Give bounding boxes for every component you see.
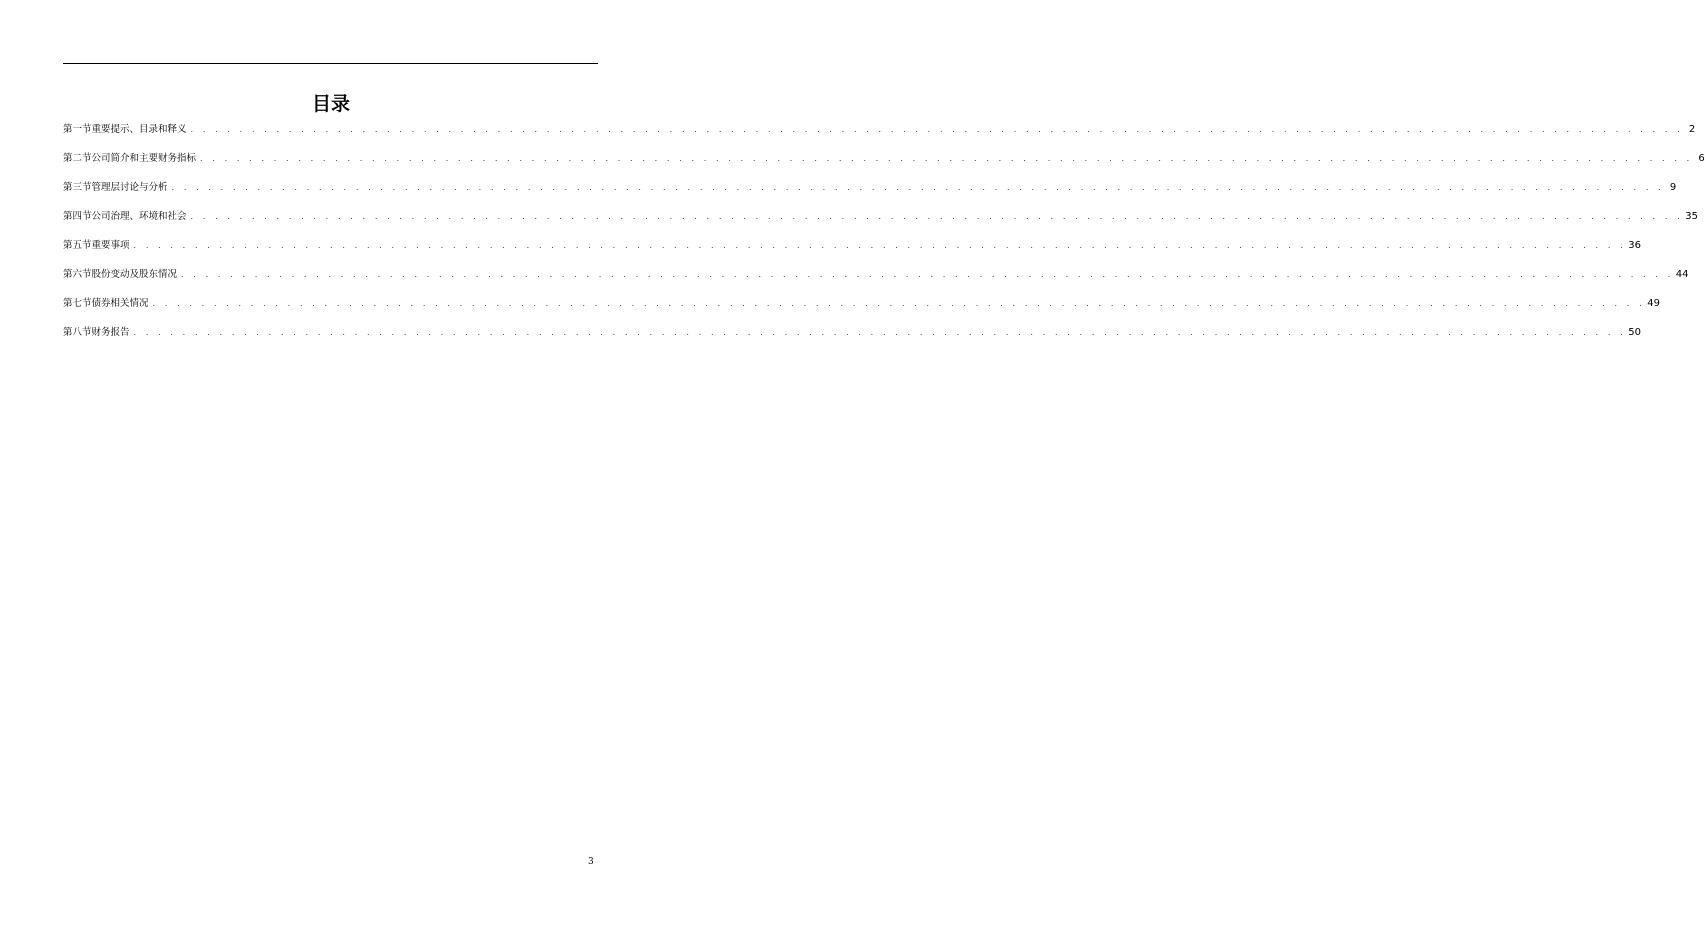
toc-section-title: 股份变动及股东情况 [91,269,178,280]
page-footer-number: 3 [588,857,594,867]
toc-section-number: 第二节 [63,153,92,164]
toc-leader-dots: . . . . . . . . . . . . . . . . . . . . . . . . . . . . . . . . . . . . . . . . . . . . . . . . . . . . . . . . . . . . . . . . . . . . . . . . . . . . . . . . . . . . . . . . . . . . . . . . . . . . . . . . . . . . . . . . . . . . . . . . . . [152,299,1646,308]
toc-leader-dots: . . . . . . . . . . . . . . . . . . . . . . . . . . . . . . . . . . . . . . . . . . . . . . . . . . . . . . . . . . . . . . . . . . . . . . . . . . . . . . . . . . . . . . . . . . . . . . . . . . . . . . . . . . . . . . . . . . . . . . . . . . [181,270,1674,279]
toc-page-number: 36 [1628,240,1642,251]
toc-section-number: 第八节 [63,327,92,338]
toc-section-number: 第五节 [63,240,92,251]
table-of-contents [63,121,1705,353]
toc-entry[interactable] [63,208,1699,237]
toc-section-number: 第六节 [63,269,92,280]
page-title: 目录 [311,93,350,115]
toc-entry[interactable] [63,121,1696,150]
toc-section-title: 财务报告 [91,327,130,338]
toc-entry[interactable] [63,324,1642,353]
toc-section-title: 公司治理、环境和社会 [91,211,187,222]
toc-section-title: 重要提示、目录和释义 [91,124,187,135]
toc-page-number: 50 [1628,327,1642,338]
toc-page-number: 49 [1647,298,1661,309]
toc-section-number: 第一节 [63,124,92,135]
toc-page-number: 2 [1688,124,1696,135]
toc-entry[interactable] [63,295,1661,324]
toc-section-number: 第四节 [63,211,92,222]
toc-leader-dots: . . . . . . . . . . . . . . . . . . . . . . . . . . . . . . . . . . . . . . . . . . . . . . . . . . . . . . . . . . . . . . . . . . . . . . . . . . . . . . . . . . . . . . . . . . . . . . . . . . . . . . . . . . . . . . . . . . . . . . . . . . [190,212,1684,221]
toc-section-number: 第七节 [63,298,92,309]
toc-section-title: 管理层讨论与分析 [91,182,168,193]
toc-section-title: 重要事项 [91,240,130,251]
toc-entry[interactable] [63,237,1642,266]
toc-leader-dots: . . . . . . . . . . . . . . . . . . . . . . . . . . . . . . . . . . . . . . . . . . . . . . . . . . . . . . . . . . . . . . . . . . . . . . . . . . . . . . . . . . . . . . . . . . . . . . . . . . . . . . . . . . . . . . . . . . . . . . . . . . [190,125,1684,134]
toc-entry[interactable] [63,179,1677,208]
toc-section-number: 第三节 [63,182,92,193]
toc-page-number: 35 [1685,211,1699,222]
toc-leader-dots: . . . . . . . . . . . . . . . . . . . . . . . . . . . . . . . . . . . . . . . . . . . . . . . . . . . . . . . . . . . . . . . . . . . . . . . . . . . . . . . . . . . . . . . . . . . . . . . . . . . . . . . . . . . . . . . . . . . . . . . . . . [133,328,1627,337]
toc-leader-dots: . . . . . . . . . . . . . . . . . . . . . . . . . . . . . . . . . . . . . . . . . . . . . . . . . . . . . . . . . . . . . . . . . . . . . . . . . . . . . . . . . . . . . . . . . . . . . . . . . . . . . . . . . . . . . . . . . . . . . . . . . . [133,241,1627,250]
toc-section-title: 债券相关情况 [91,298,149,309]
toc-section-title: 公司简介和主要财务指标 [91,153,197,164]
toc-page-number: 44 [1675,269,1689,280]
toc-entry[interactable] [63,266,1689,295]
header-rule [63,63,598,64]
toc-leader-dots: . . . . . . . . . . . . . . . . . . . . . . . . . . . . . . . . . . . . . . . . . . . . . . . . . . . . . . . . . . . . . . . . . . . . . . . . . . . . . . . . . . . . . . . . . . . . . . . . . . . . . . . . . . . . . . . . . . . . . . . . . . [200,154,1693,163]
toc-leader-dots: . . . . . . . . . . . . . . . . . . . . . . . . . . . . . . . . . . . . . . . . . . . . . . . . . . . . . . . . . . . . . . . . . . . . . . . . . . . . . . . . . . . . . . . . . . . . . . . . . . . . . . . . . . . . . . . . . . . . . . . . . . [171,183,1665,192]
toc-page-number: 6 [1698,153,1705,164]
toc-page-number: 9 [1669,182,1677,193]
toc-entry[interactable] [63,150,1705,179]
